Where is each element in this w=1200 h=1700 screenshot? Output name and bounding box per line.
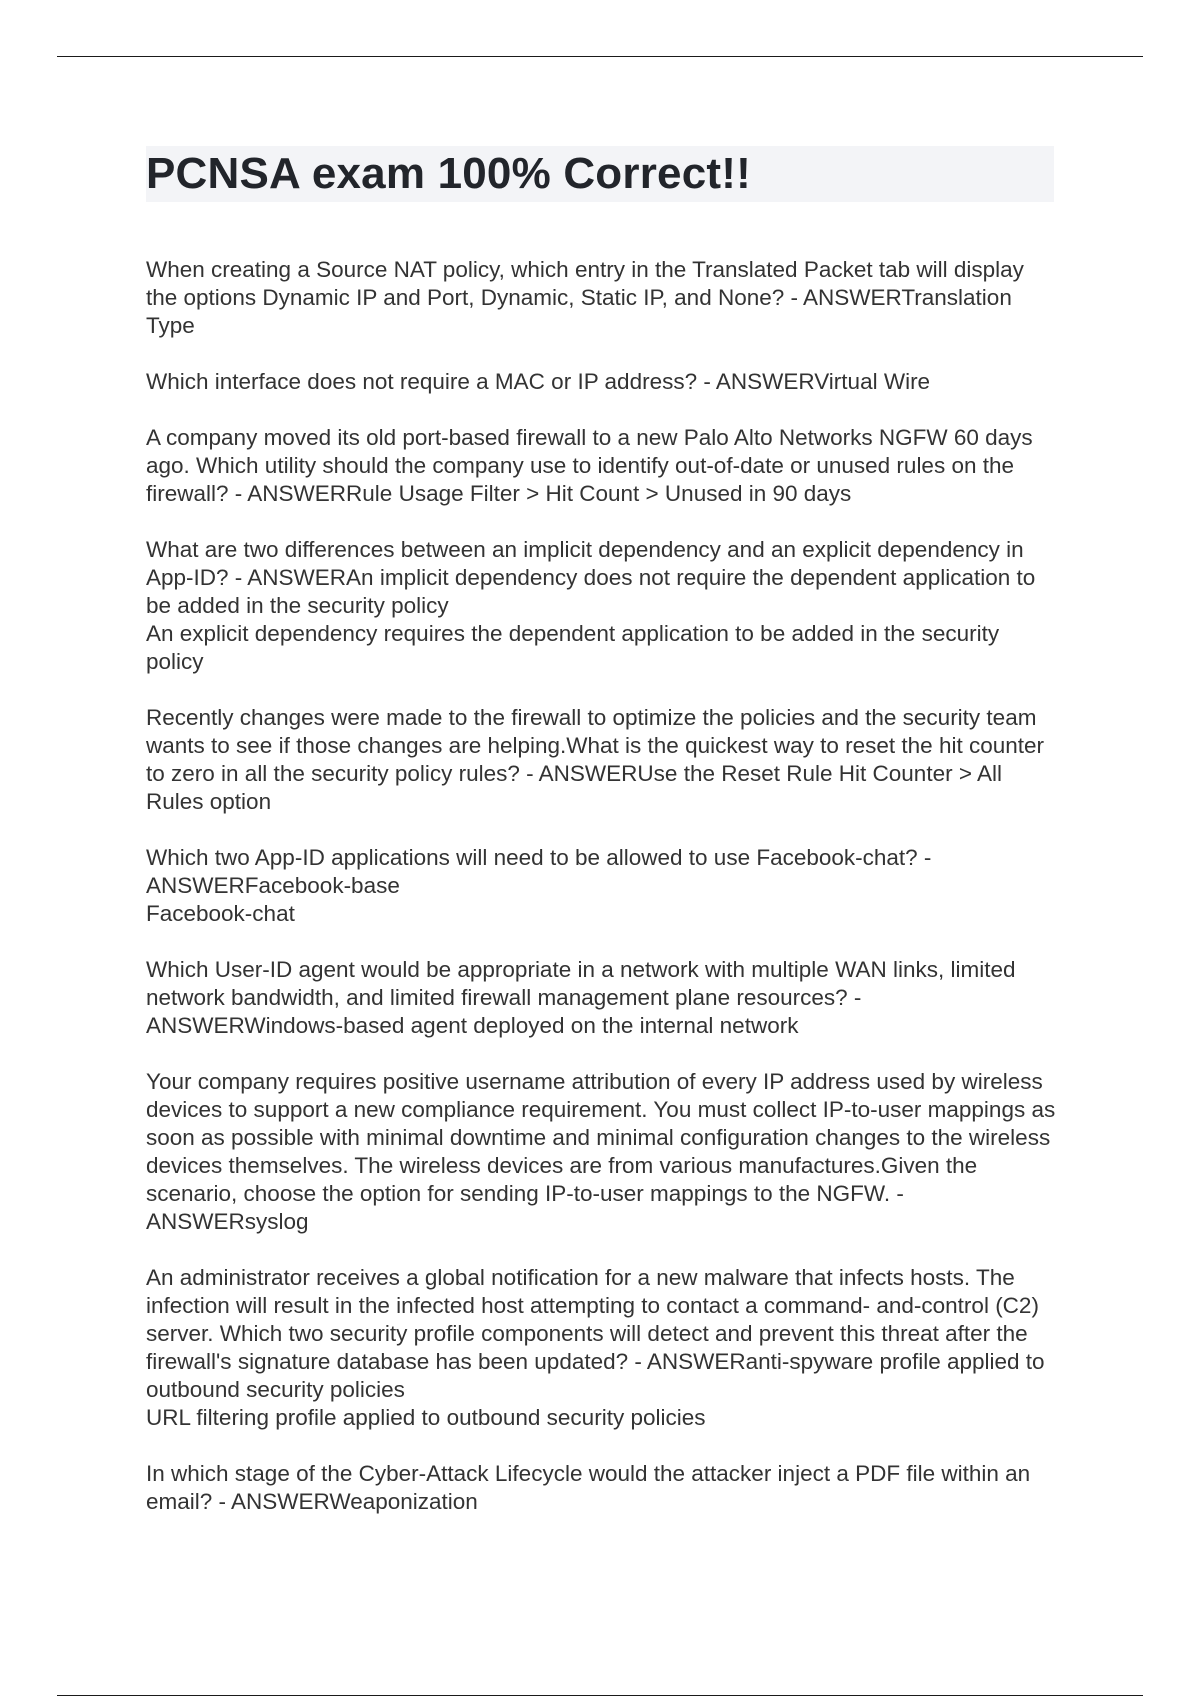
qa-item: Your company requires positive username attribution of every IP address used by wireless devices to support a new compliance requirement. You must collect IP-to-user mappings as soon as possible with minimal downtime and minimal configuration changes to the wireless devices themselves. The wireless devices are from various manufactures.Given the scenario, choose the option for sending IP-to-user mappings to the NGFW. - ANSWERsyslog <box>146 1069 1056 1234</box>
qa-item: An administrator receives a global notification for a new malware that infects hosts. The infection will result in the infected host attempting to contact a command- and-control (C2) server. Which two security profile components will detect and prevent this threat after the firewall's signature database has been updated? - ANSWERanti-spyware profile applied to outbound security policies URL filtering profile applied to outbound security policies <box>146 1265 1045 1430</box>
qa-item: What are two differences between an implicit dependency and an explicit dependency in App-ID? - ANSWERAn implicit dependency does not require the dependent application to be added in the security policy An explicit dependency requires the dependent application to be added in the security policy <box>146 537 1036 674</box>
top-rule <box>57 56 1143 57</box>
qa-item: Recently changes were made to the firewall to optimize the policies and the security team wants to see if those changes are helping.What is the quickest way to reset the hit counter to zero in all the security policy rules? - ANSWERUse the Reset Rule Hit Counter > All Rules option <box>146 705 1045 814</box>
qa-item: Which interface does not require a MAC or IP address? - ANSWERVirtual Wire <box>146 369 931 394</box>
page-title: PCNSA exam 100% Correct!! <box>146 149 751 198</box>
qa-item: A company moved its old port-based firewall to a new Palo Alto Networks NGFW 60 days ago. Which utility should the company use to identify out-of-date or unused rules on the firewall? - ANSWERRule Usage Filter > Hit Count > Unused in 90 days <box>146 425 1033 506</box>
qa-item: Which two App-ID applications will need to be allowed to use Facebook-chat? - ANSWERFacebook-base Facebook-chat <box>146 845 932 926</box>
bottom-rule <box>57 1695 1143 1696</box>
qa-item: When creating a Source NAT policy, which entry in the Translated Packet tab will display the options Dynamic IP and Port, Dynamic, Static IP, and None? - ANSWERTranslation Type <box>146 257 1024 338</box>
qa-item: Which User-ID agent would be appropriate in a network with multiple WAN links, limited network bandwidth, and limited firewall management plane resources? - ANSWERWindows-based agent deployed on the internal network <box>146 957 1016 1038</box>
qa-list <box>146 256 1061 1544</box>
qa-item: In which stage of the Cyber-Attack Lifecycle would the attacker inject a PDF file within an email? - ANSWERWeaponization <box>146 1461 1031 1514</box>
